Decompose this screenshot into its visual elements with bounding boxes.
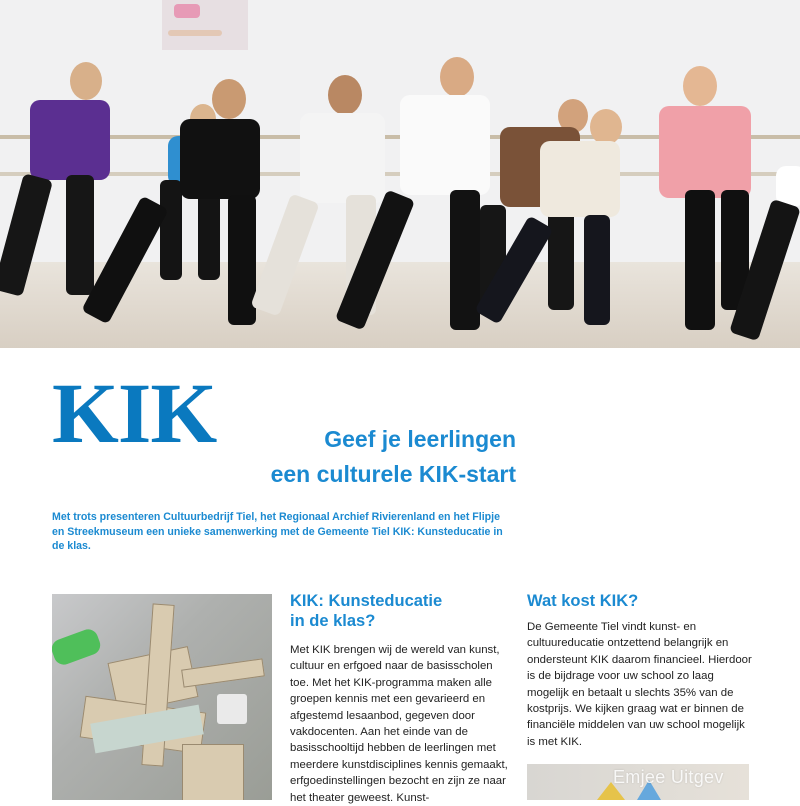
dancer-shirt (776, 166, 800, 206)
dancer-leg (0, 173, 53, 297)
wall-poster (162, 0, 248, 50)
kunsteducatie-heading (290, 591, 490, 631)
dancer-head (590, 109, 622, 145)
dancer-head (212, 79, 246, 119)
intro-paragraph: Met trots presenteren Cultuurbedrijf Tiel, het Regionaal Archief Rivierenland en het Flipje en Streekmuseum een unieke samenwerking met de Gemeente Tiel KIK: Kunsteducatie in de klas. (52, 511, 503, 552)
kik-logo: KIK (52, 365, 217, 461)
tagline-line2: een culturele KIK-start (270, 461, 516, 487)
kunsteducatie-heading-line2: in de klas? (290, 612, 376, 630)
bucket (217, 694, 247, 724)
kunsteducatie-body: Met KIK brengen wij de wereld van kunst, cultuur en erfgoed naar de basisscholen toe. Met het KIK-programma maken alle groepen kennis met een gevarieerd en afgestemd lesaanbod, gegeven door vakdocenten. Aan het einde van de basisschooltijd hebben de leerlingen met meerdere kunstdisciplines kennis gemaakt, erfgoedinstellingen bezocht en zijn ze naar het theater geweest. Kunst- (290, 644, 508, 804)
cost-heading: Wat kost KIK? (527, 592, 639, 610)
tagline-line1: Geef je leerlingen (324, 426, 516, 452)
publisher-watermark: Emjee Uitgev (613, 767, 724, 787)
dancer-leg (66, 175, 94, 295)
tagline (196, 422, 516, 492)
dancer-leg (584, 215, 610, 325)
green-tool (52, 627, 103, 668)
dancer-edge (730, 160, 800, 348)
dancer-shirt (30, 100, 110, 180)
dancer-leg (335, 189, 415, 330)
dancer-head (683, 66, 717, 106)
dancer-stripe (500, 105, 640, 335)
dancer-head (70, 62, 102, 100)
cardboard-piece (182, 744, 244, 800)
hero-photo (0, 0, 800, 348)
kunsteducatie-heading-line1: KIK: Kunsteducatie (290, 592, 443, 610)
dancer-leg (729, 199, 800, 341)
dancer-leg (250, 193, 319, 316)
cardboard-model-photo (52, 594, 272, 800)
dancer-leg (685, 190, 715, 330)
poster-figure (174, 4, 200, 18)
dancer-head (440, 57, 474, 97)
cost-body: De Gemeente Tiel vindt kunst- en cultuureducatie ontzettend belangrijk en ondersteunt KIK daarom financieel. Hierdoor is de bijdrage voor uw school zo laag mogelijk en betaalt u slechts 35% van de kostprijs. We kijken graag wat er binnen de financiële middelen van uw school mogelijk is met KIK. (527, 621, 752, 748)
dancer-shirt (180, 119, 260, 199)
cardboard-piece (181, 658, 265, 687)
dancer-shirt (540, 141, 620, 217)
poster-figure-leg (168, 30, 222, 36)
